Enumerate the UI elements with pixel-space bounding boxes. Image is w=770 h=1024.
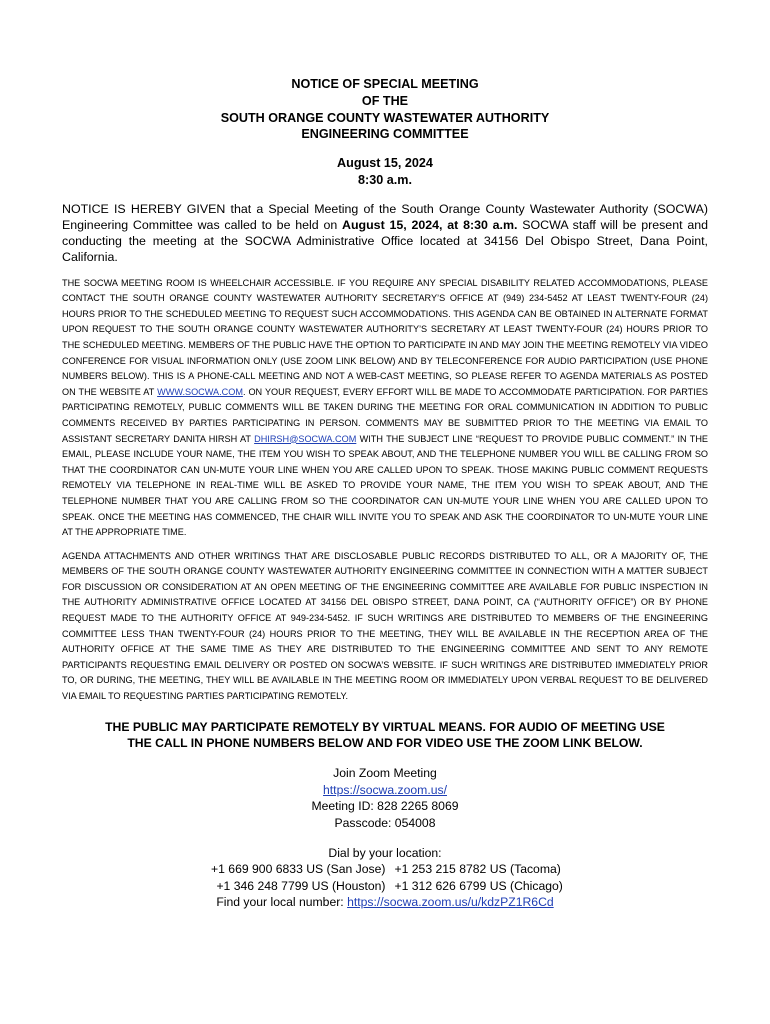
title-line-4: ENGINEERING COMMITTEE <box>301 127 469 142</box>
remote-participation-notice <box>62 719 708 752</box>
title-line-2: OF THE <box>361 93 409 108</box>
local-number-link[interactable]: https://socwa.zoom.us/u/kdzPZ1R6Cd <box>347 895 554 910</box>
accessibility-text-2: . ON YOUR REQUEST, EVERY EFFORT WILL BE MADE TO ACCOMMODATE PARTICIPATION. FOR PARTIES PARTICIPATING REMOTELY, PUBLIC COMMENTS WILL BE TAKEN DURING THE MEETING FOR ORAL COMMUNICATION IN ADDITION TO PUBLIC COMMENTS RECEIVED BY PARTIES PARTICIPATING IN PERSON. COMMENTS MAY BE SUBMITTED PRIOR TO THE MEETING VIA EMAIL TO ASSISTANT SECRETARY DANITA HIRSH AT <box>62 386 709 444</box>
zoom-link[interactable]: https://socwa.zoom.us/ <box>323 782 447 797</box>
records-paragraph: AGENDA ATTACHMENTS AND OTHER WRITINGS THAT ARE DISCLOSABLE PUBLIC RECORDS DISTRIBUTED TO ALL, OR A MAJORITY OF, THE MEMBERS OF THE SOUTH ORANGE COUNTY WASTEWATER AUTHORITY ENGINEERING COMMITTEE IN CONNECTION WITH A MATTER SUBJECT FOR DISCUSSION OR CONSIDERATION AT AN OPEN MEETING OF THE ENGINEERING COMMITTEE ARE AVAILABLE FOR PUBLIC INSPECTION IN THE AUTHORITY ADMINISTRATIVE OFFICE LOCATED AT 34156 DEL OBISPO STREET, DANA POINT, CA (“AUTHORITY OFFICE”) OR BY PHONE REQUEST MADE TO THE AUTHORITY OFFICE AT 949-234-5452. IF SUCH WRITINGS ARE DISTRIBUTED TO MEMBERS OF THE ENGINEERING COMMITTEE LESS THAN TWENTY-FOUR (24) HOURS PRIOR TO THE MEETING, THEY WILL BE AVAILABLE IN THE RECEPTION AREA OF THE AUTHORITY OFFICE AT THE SAME TIME AS THEY ARE DISTRIBUTED TO THE ENGINEERING COMMITTEE AND SENT TO ANY REMOTE PARTICIPANTS REQUESTING EMAIL DELIVERY OR POSTED ON SOCWA’S WEBSITE. IF SUCH WRITINGS ARE DISTRIBUTED IMMEDIATELY PRIOR TO, OR DURING, THE MEETING, THEY WILL BE AVAILABLE IN THE MEETING ROOM OR IMMEDIATELY UPON VERBAL REQUEST TO BE DELIVERED VIA EMAIL TO REQUESTING PARTIES PARTICIPATING REMOTELY. <box>62 550 708 702</box>
title-line-3: SOUTH ORANGE COUNTY WASTEWATER AUTHORITY <box>220 110 550 125</box>
title-line-1: NOTICE OF SPECIAL MEETING <box>291 77 479 91</box>
zoom-join-label: Join Zoom Meeting <box>333 766 437 781</box>
dial-label: Dial by your location: <box>328 846 442 861</box>
local-number-line <box>62 894 708 910</box>
accessibility-text-3: WITH THE SUBJECT LINE “REQUEST TO PROVIDE PUBLIC COMMENT.” IN THE EMAIL, PLEASE INCLUDE YOUR NAME, THE ITEM YOU WISH TO SPEAK ABOUT, AND THE TELEPHONE NUMBER YOU WILL BE CALLING FROM SO THAT THE COORDINATOR CAN UN-MUTE YOUR LINE WHEN YOU ARE CALLED UPON TO SPEAK. THOSE MAKING PUBLIC COMMENT REQUESTS REMOTELY VIA TELEPHONE IN REAL-TIME WILL BE ASKED TO PROVIDE YOUR NAME, THE ITEM YOU WISH TO SPEAK ABOUT, AND THE TELEPHONE NUMBER THAT YOU ARE CALLING FROM SO THE COORDINATOR CAN UN-MUTE YOUR LINE WHEN YOU ARE CALLED UPON TO SPEAK. ONCE THE MEETING HAS COMMENCED, THE CHAIR WILL INVITE YOU TO SPEAK AND ASK THE COORDINATOR TO UN-MUTE YOUR LINE AT THE APPROPRIATE TIME. <box>62 433 708 538</box>
notice-rest: SOCWA staff will be present and conducting the meeting at the SOCWA Administrative Office located at 34156 Del Obispo Street, Dana Point, California. <box>62 217 708 265</box>
phone-row <box>62 878 708 894</box>
phone-row <box>62 861 708 877</box>
zoom-passcode: Passcode: 054008 <box>334 815 436 830</box>
zoom-info <box>62 765 708 831</box>
phone-number: +1 346 248 7799 US (Houston) <box>216 878 386 893</box>
website-link[interactable]: WWW.SOCWA.COM <box>157 386 243 397</box>
email-link[interactable]: DHIRSH@SOCWA.COM <box>254 433 357 444</box>
accessibility-paragraph <box>62 276 708 541</box>
notice-title <box>62 76 708 143</box>
phone-number: +1 312 626 6799 US (Chicago) <box>394 878 563 893</box>
remote-line-2: THE CALL IN PHONE NUMBERS BELOW AND FOR VIDEO USE THE ZOOM LINK BELOW. <box>127 736 643 751</box>
dial-in-info <box>62 845 708 911</box>
phone-number: +1 669 900 6833 US (San Jose) <box>211 862 386 877</box>
zoom-meeting-id: Meeting ID: 828 2265 8069 <box>311 799 459 814</box>
phone-number: +1 253 215 8782 US (Tacoma) <box>394 862 561 877</box>
document-page <box>62 76 708 911</box>
notice-paragraph <box>62 201 708 266</box>
meeting-date: August 15, 2024 <box>337 156 433 171</box>
meeting-time: 8:30 a.m. <box>358 172 412 187</box>
notice-intro: NOTICE IS HEREBY GIVEN that a Special Meeting of the South Orange County Wastewater Authority (SOCWA) Engineering Committee was called to be held on <box>62 201 708 232</box>
remote-line-1: THE PUBLIC MAY PARTICIPATE REMOTELY BY VIRTUAL MEANS. FOR AUDIO OF MEETING USE <box>105 719 665 734</box>
notice-bold-date: August 15, 2024, at 8:30 a.m. <box>342 217 518 232</box>
meeting-datetime <box>62 155 708 189</box>
local-number-label: Find your local number: <box>216 895 348 910</box>
accessibility-text-1: THE SOCWA MEETING ROOM IS WHEELCHAIR ACCESSIBLE. IF YOU REQUIRE ANY SPECIAL DISABILITY RELATED ACCOMMODATIONS, PLEASE CONTACT THE SOUTH ORANGE COUNTY WASTEWATER AUTHORITY SECRETARY’S OFFICE AT (949) 234-5452 AT LEAST TWENTY-FOUR (24) HOURS PRIOR TO THE SCHEDULED MEETING TO REQUEST SUCH ACCOMMODATIONS. THIS AGENDA CAN BE OBTAINED IN ALTERNATE FORMAT UPON REQUEST TO THE SOUTH ORANGE COUNTY WASTEWATER AUTHORITY’S SECRETARY AT LEAST TWENTY-FOUR (24) HOURS PRIOR TO THE SCHEDULED MEETING. MEMBERS OF THE PUBLIC HAVE THE OPTION TO PARTICIPATE IN AND MAY JOIN THE MEETING REMOTELY VIA VIDEO CONFERENCE FOR VISUAL INFORMATION ONLY (USE ZOOM LINK BELOW) AND BY TELECONFERENCE FOR AUDIO PARTICIPATION (USE PHONE NUMBERS BELOW). THIS IS A PHONE-CALL MEETING AND NOT A WEB-CAST MEETING, SO PLEASE REFER TO AGENDA MATERIALS AS POSTED ON THE WEBSITE AT <box>62 277 708 397</box>
